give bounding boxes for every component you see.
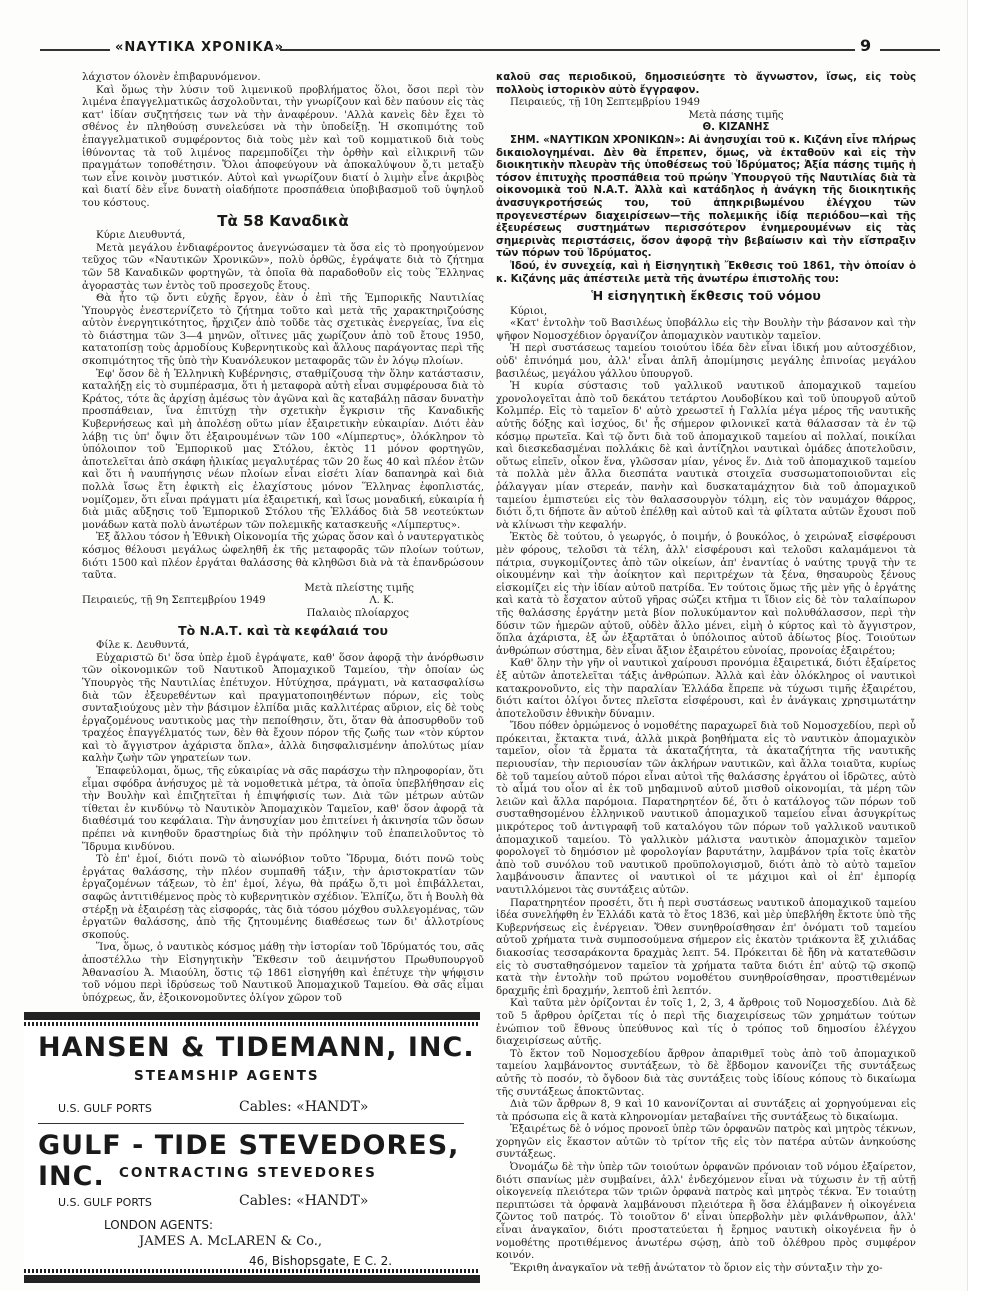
signature-place-date: Πειραιεύς, τῇ 9η Σεπτεμβρίου 1949 [82, 595, 266, 607]
magazine-title: «ΝΑΥΤΙΚΑ ΧΡΟΝΙΚΑ» [115, 40, 284, 55]
left-column [82, 72, 484, 1005]
ports-label: U.S. GULF PORTS [58, 1196, 152, 1209]
salutation: Κύριοι, [510, 305, 548, 317]
ports-label: U.S. GULF PORTS [58, 1102, 152, 1115]
paragraph: Ἵνα, ὅμως, ὁ ναυτικὸς κόσμος μάθῃ τὴν ἱστορίαν τοῦ Ἱδρύματός του, σᾶς ἀποστέλλω τὴν Εἰσηγητικὴν Ἔκθεσιν τοῦ ἀειμνήστου Πρωθυπουργοῦ Ἀθανασίου Ἀ. Μιαούλη, ὅστις τῷ 1861 εἰσηγήθη καὶ ἐπέτυχε τὴν ψήφισιν τοῦ νόμου περὶ ἱδρύσεως τοῦ Ναυτικοῦ Ἀπομαχικοῦ Ταμείου. Θὰ σᾶς εἶμαι ὑπόχρεως, ἄν, ἐξοικονομοῦντες ὀλίγον χῶρον τοῦ [82, 942, 484, 1004]
paragraph: Μετὰ μεγάλου ἐνδιαφέροντος ἀνεγνώσαμεν τὰ ὅσα εἰς τὸ προηγούμενον τεῦχος τῶν «Ναυτικῶν Χρονικῶν», πολὺ ὀρθῶς, ἐγράψατε διὰ τὸ ζήτημα τῶν 58 Καναδικῶν φορτηγῶν, τὰ ὁποῖα θὰ παραδοθοῦν εἰς τοὺς Ἕλληνας ἀγοραστὰς των ἐντὸς τοῦ προσεχοῦς ἔτους. [82, 242, 484, 292]
signature-initials: Λ. Κ. [369, 595, 394, 607]
london-agents-label: LONDON AGENTS: [104, 1218, 214, 1232]
company-name-gulf-tide: GULF - TIDE STEVEDORES, INC. [38, 1130, 460, 1192]
paragraph: Θὰ ἦτο τῷ ὄντι εὐχῆς ἔργον, ἐὰν ὁ ἐπὶ τῆς Ἐμπορικῆς Ναυτιλίας Ὑπουργὸς ἐνεστερνίζετο τὸ ζήτημα τοῦτο καὶ μετὰ τῆς χαρακτηριζούσης αὐτὸν ἐνεργητικότητος, ἤρχιζεν ἀπὸ τοῦδε τὰς σχετικὰς ἐνεργείας, ἵνα εἰς τὸ διάστημα τῶν 3—4 μηνῶν, οἵτινες μᾶς χωρίζουν ἀπὸ τοῦ ἔτους 1950, κατατοπίσῃ τοὺς ἁρμοδίους Κυβερνητικοὺς καὶ ἄλλους παράγοντας περὶ τῆς σκοπιμότητος τῆς ὑπὸ τὴν Κυανόλευκον μεταφορᾶς τῶν ἐν λόγῳ πλοίων. [82, 293, 484, 368]
paragraph: Ἐφ' ὅσον δὲ ἡ Ἑλληνικὴ Κυβέρνησις, σταθμίζουσα τὴν ὅλην κατάστασιν, καταλήξῃ εἰς τὸ συμπέρασμα, ὅτι ἡ μεταφορὰ αὐτὴ εἶναι συμφέρουσα διὰ τὸ Κράτος, τότε ἂς ἀρχίσῃ ἀμέσως τὸν ἀγῶνα καὶ ἂς καταβάλῃ πᾶσαν δυνατὴν προσπάθειαν, ἵνα ἐπιτύχῃ τὴν σχετικὴν ἔγκρισιν τῆς Καναδικῆς Κυβερνήσεως καὶ μὴ ἀπολέσῃ οὕτω μίαν ἐξαιρετικὴν εὐκαιρίαν. Διότι ἐὰν λάβῃ τις ὑπ' ὄψιν ὅτι ἐξαιρουμένων τῶν 100 «Λίμπερτυς», ὁλόκληρον τὸ ὑπόλοιπον τοῦ Ἐμπορικοῦ μας Στόλου, ἐκτὸς 11 μόνον φορτηγῶν, ἀποτελεῖται ἀπὸ σκάφη ἡλικίας μεγαλυτέρας τῶν 20 ἕως 40 καὶ πλέον ἐτῶν καὶ ὅτι ἡ ναυπήγησις νέων πλοίων εἶναι εἰσέτι λίαν δαπανηρὰ καὶ διὰ πολλὰ ἴσως ἔτη ἐφικτὴ εἰς ἐλαχίστους μόνον Ἕλληνας ἐφοπλιστάς, νομίζομεν, ὅτι εἶναι πράγματι μία ἐξαιρετική, καὶ ἴσως μοναδική, εὐκαιρία ἡ διὰ μιᾶς αὔξησις τοῦ Ἐμπορικοῦ Στόλου τῆς Ἑλλάδος διὰ 58 νεοτεύκτων μονάδων κατὰ πολὺ ἀνωτέρων τῶν πολεμικῆς κατασκευῆς «Λίμπερτυς». [82, 368, 484, 531]
paragraph: Ἔκριθη ἀναγκαῖον νὰ τεθῇ ἀνώτατον τὸ ὅριον εἰς τὴν σύνταξιν τὴν χο- [510, 1262, 883, 1274]
company-name-hansen-tidemann: HANSEN & TIDEMANN, INC. [38, 1032, 475, 1063]
salutation: Κύριε Διευθυντά, [96, 230, 186, 242]
ad-divider [38, 1123, 464, 1124]
signature-regards: Μετὰ πάσης τιμῆς [688, 109, 784, 121]
signer-name: Θ. ΚΙΖΑΝΗΣ [702, 122, 770, 134]
company-role-steamship: STEAMSHIP AGENTS [134, 1068, 320, 1084]
signature-title: Παλαιὸς πλοίαρχος [306, 607, 409, 619]
right-column [496, 72, 916, 1275]
paragraph: Εὐχαριστῶ δι' ὅσα ὑπὲρ ἐμοῦ ἐγράψατε, καθ' ὅσον ἀφορᾷ τὴν ἀνόρθωσιν τῶν οἰκονομικῶν τοῦ Ναυτικοῦ Ἀπομαχικοῦ Ταμείου, τὴν ὁποίαν ὡς Ὑπουργὸς τῆς Ναυτιλίας ἐπέτυχον. Ηὐτύχησα, πράγματι, νὰ κατασφαλίσω διὰ τῶν ἐξευρεθέντων καὶ πραγματοποιηθέντων πόρων, εἰς τοὺς συνταξιούχους μὲν τὴν βάσιμον ἐλπίδα μιᾶς καλλιτέρας αὔριον, εἰς δὲ τοὺς ἐργαζομένους ναυτικοὺς μας τὴν πεποίθησιν, ὅτι, ὅταν θὰ ἀποσυρθοῦν τοῦ τραχέος ἐπαγγέλματός των, δὲν θὰ ἔχουν πόρον τῆς ζωῆς των «τὸν κύρτον καὶ τὸ ἄγγιστρον ἀχάριστα ὅπλα», ἀλλὰ διησφαλισμένην ἀπολύτως μίαν καλὴν ζωὴν τῶν γηρατείων των. [82, 652, 484, 765]
paragraph: Ἐπαφεὐλομαι, ὅμως, τῆς εὐκαιρίας νὰ σᾶς παράσχω τὴν πληροφορίαν, ὅτι εἶμαι σφόδρα ἀνήσυχος μὲ τὰ νομοθετικὰ μέτρα, τὰ ὁποῖα ὑπεβλήθησαν εἰς τὴν Βουλὴν καὶ ἐπιζητεῖται ἡ ἐπιψήφισίς των. Διὰ τῶν μέτρων αὐτῶν τίθεται ἐν κινδύνῳ τὸ Ναυτικὸν Ἀπομαχικὸν Ταμεῖον, καθ' ὅσον ἀφορᾷ τὰ διαθέσιμά του κεφάλαια. Τὴν ἀνησυχίαν μου ἐπιτείνει ἡ ἀκινησία τῶν ὅσων πρέπει νὰ κινηθοῦν δραστηρίως διὰ τὴν πρόληψιν τοῦ ἐπαπειλοῦντος τὸ Ἵδρυμα κινδύνου. [82, 766, 484, 853]
paragraph: λάχιστον όλονὲν ἐπιβαρυνόμενον. [82, 72, 261, 83]
signature-regards: Μετὰ πλείστης τιμῆς [304, 582, 414, 594]
advertisement-box [24, 1012, 480, 1283]
page-header [40, 38, 940, 62]
paragraph: Τὸ ἕκτον τοῦ Νομοσχεδίου ἄρθρον ἀπαριθμεῖ τοὺς ἀπὸ τοῦ ἀπομαχικοῦ ταμείου λαμβάνοντος συντάξεων, τὸ δὲ ἕβδομον κανονίζει τῆς συντάξεως αὐτῆς τὸ ποσόν, τὸ ὄγδοον διὰ τὰς συντάξεις τοὺς ἰδίους κόπους τὸ δικαίωμα τῆς συντάξεως ἀποκτῶντας. [496, 1048, 916, 1098]
editor-note: ΣΗΜ. «ΝΑΥΤΙΚΩΝ ΧΡΟΝΙΚΩΝ»: Αἱ ἀνησυχίαι τοῦ κ. Κιζάνη εἶνε πλήρως δικαιολογημέναι. Δὲν θὰ ἔπρεπεν, ὅμως, νὰ ἐκταθοῦν καὶ εἰς τὴν διοικητικὴν πλευρὰν τῆς ὑποθέσεως τοῦ Ἱδρύματος; Ἀξία πάσης τιμῆς ἡ τόσον ἐπιτυχὴς προσπάθεια τοῦ πρώην Ὑπουργοῦ τῆς Ναυτιλίας διὰ τὰ οἰκονομικὰ τοῦ Ν.Α.Τ. Ἀλλὰ καὶ κατάδηλος ἡ ἀνάγκη τῆς διοικητικῆς ἀνασυγκροτήσεώς του, τοῦ ἀπηκριβωμένου ἐλέγχου τῶν προγενεστέρων διαχειρίσεων—τῆς πολεμικῆς ἰδίᾳ περιόδου—καὶ τῆς ἐξευρέσεως συστημάτων περισσότερον ἐνημερουμένων εἰς τὰς σημερινὰς περιστάσεις, ὅσον ἀφορᾷ τὴν βεβαίωσιν καὶ τὴν εἴσπραξιν τῶν πόρων τοῦ Ἱδρύματος. [496, 134, 916, 260]
paragraph: Ἡ κυρία σύστασις τοῦ γαλλικοῦ ναυτικοῦ ἀπομαχικοῦ ταμείου χρονολογεῖται ἀπὸ τοῦ δεκάτου τετάρτου Λουδοβίκου καὶ τοῦ ὑπουργοῦ αὐτοῦ Κολμπέρ. Εἰς τὸ ταμεῖον δ' αὐτὸ χρεωστεῖ ἡ Γαλλία μέγα μέρος τῆς ναυτικῆς αὐτῆς δόξης καὶ ἰσχύος, δι' ἧς σήμερον φιλονικεῖ κατὰ θάλασσαν τὰ ἐν τῷ κόσμῳ πρωτεῖα. Καὶ τῷ ὄντι διὰ τοῦ ἀπομαχικοῦ ταμείου αἱ πολλαί, ποικίλαι καὶ διεσκεδασμέναι πολλάκις δὲ καὶ ἀντίζηλοι ναυτικαὶ ὁμάδες ἀποτελοῦσιν, οὕτως εἰπεῖν, οἶκον ἕνα, γλῶσσαν μίαν, γένος ἕν. Διὰ τοῦ ἀπομαχικοῦ ταμείου τὰ πολλὰ μὲν ἄλλα διεσπάτα ναυτικὰ στοιχεῖα συσσωματοποιοῦνται εἰς ῥάλαγγαν μίαν στερεάν, πανὴν καὶ δυσκαταμάχητον διὰ τοῦ ἀπομαχικοῦ ταμείου ἐμπιστεύει εἰς τὸν θαλασσουργὸν τόλμη, εἰς τὸν ναυμάχον θάρρος, διότι ὅ,τι δήποτε ἂν αὐτοῦ ἐπέλθῃ καὶ αὐτοῦ καὶ τὰ φίλτατα αὐτῶν ἔχουσι ποῦ νὰ κλίνωσι τὴν κεφαλήν. [496, 381, 916, 531]
company-role-stevedores: CONTRACTING STEVEDORES [119, 1165, 377, 1181]
paragraph: Ὀνομάζω δὲ τὴν ὑπὲρ τῶν τοιούτων ὀρφανῶν πρόνοιαν τοῦ νόμου ἐξαίρετον, διότι σπανίως μὲν συμβαίνει, ἀλλ' ἐνδεχόμενον εἶναι νὰ τύχωσιν ἐν τῇ αὐτῇ οἰκογενείᾳ πλειότερα τῶν τριῶν ὀρφανὰ πατρὸς καὶ μητρὸς τέκνα. Ἐν τοιαύτῃ περιπτώσει τὰ ὀρφανὰ λαμβάνουσι πλειότερα ἢ ὅσα ἐλάμβανεν ἡ οἰκογένεια ζῶντος τοῦ πατρός. Τὸ τοιοῦτον δ' εἶναι ὑπερβολὴν μὲν φιλάνθρωπον, ἀλλ' εἶναι ἀναγκαῖον, διότι προστατεύεται ἡ ἔρημος ναυτικὴ οἰκογένεια ἣν ὁ νομοθέτης προτιθέμενος ἀνωτέρω σῴσῃ, ἀπὸ τοῦ ὀλέθρου πρὸς συμφέρον κοινόν. [496, 1162, 916, 1262]
paragraph: Παρατηρητέον προσέτι, ὅτι ἡ περὶ συστάσεως ναυτικοῦ ἀπομαχικοῦ ταμείου ἰδέα συνελήφθη ἐν Ἑλλάδι κατὰ τὸ ἔτος 1836, καὶ μὲρ ὑπεβλήθη ἔκτοτε ὑπὸ τῆς Κυβερνήσεως εἰς ἐνέργειαν. Ὅθεν συνηθροίσθησαν ἐπ' ὀνόματι τοῦ ταμείου αὐτοῦ χρήματα τινὰ συμποσούμενα σήμερον εἰς ἑκατὸν τριάκοντα ἓξ χιλιάδας διακοσίας τεσσαράκοντα δραχμὰς λεπτ. 54. Πρόκειται δὲ ἤδη νὰ κατατεθῶσιν εἰς τὸ συσταθησόμενον ταμεῖον τὰ χρήματα ταῦτα διότι ἐπ' αὐτῷ τῷ σκοπῷ κατὰ τὴν ἐντολὴν τοῦ πρώτου νομοθέτου συνηθροίσθησαν, προστιθεμένων δραχμῆς ἐπὶ δραχμήν, λεπτοῦ ἐπὶ λεπτόν. [496, 897, 916, 997]
header-rule-left [40, 49, 110, 51]
article-heading-canadians: Τὰ 58 Καναδικὰ [217, 211, 349, 230]
article-heading-nat: Τὸ Ν.Α.Τ. καὶ τὰ κεφάλαιά του [178, 622, 388, 638]
header-rule-right [880, 49, 940, 51]
paragraph: Τὸ ἐπ' ἐμοί, διότι πονῶ τὸ αἰωνόβιον τοῦτο Ἵδρυμα, διότι πονῶ τοὺς ἐργάτας θαλάσσης, τὴν πλέον συμπαθῆ τάξιν, τὴν ἀριστοκρατίαν τῶν ἐργαζομένων τάξεων, τὸ ἐπ' ἐμοί, λέγω, θὰ πράξω ὅ,τι μοὶ ἐπιβάλλεται, σαφῶς ἀντιτιθέμενος πρὸς τὸ κυβερνητικὸν σχέδιον. Ἐλπίζω, ὅτι ἡ Βουλὴ θὰ στέρξῃ νὰ ἐξαιρέσῃ τὰς εἰσφοράς, τὰς διὰ τόσου μόχθου συλλεγομένας, τῶν ἐργατῶν θαλάσσης, ἀπὸ τῆς ζητουμένης διαθέσεως των δι' ἀλλοτρίους σκοπούς. [82, 854, 484, 941]
paragraph: καλοῦ σας περιοδικοῦ, δημοσιεύσητε τὸ ἄγνωστον, ἴσως, εἰς τοὺς πολλοὺς ἱστορικὸν αὐτὸ ἔγγραφον. [496, 72, 916, 96]
date-line: Πειραιεύς, τῇ 10η Σεπτεμβρίου 1949 [510, 97, 701, 109]
page-margin [967, 0, 1000, 1291]
paragraph: Καθ' ὅλην τὴν γῆν οἱ ναυτικοὶ χαίρουσι προνόμια ἐξαιρετικά, διότι ἐξαίρετος ἐξ αὐτῶν ἀποτελεῖται τάξις ἀνθρώπων. Ἀλλὰ καὶ ἐὰν ὁλόκληρος οἱ ναυτικοὶ κατακρονοῦντο, εἰς τὴν παραλίαν Ἑλλάδα ἔπρεπε νὰ τύχωσι τιμῆς ἐξαιρέτου, διότι καίτοι ὀλίγοι ὄντες πλεῖστα εἰσφέρουσι, καὶ ἐν ἀνάγκαις χρησιμωτάτην ἀποτελοῦσιν ἐθνικὴν δύναμιν. [496, 658, 916, 720]
paragraph: Ἐκτὸς δὲ τούτου, ὁ γεωργός, ὁ ποιμήν, ὁ βουκόλος, ὁ χειρώναξ εἰσφέρουσι μὲν φόρους, τελοῦσι τὰ τέλη, ἀλλ' εἰσφέρουσι καὶ τελοῦσι καλαμάμενοι τὰ πάτρια, συγκομίζοντες ἀπὸ τῶν οἰκείων, ἀπ' ἐναντίας ὁ ναύτης τρυγᾷ τὴν τε οἰκουμένην καὶ τὴν ἀοίκητον καὶ περιτρέχων τὰ ξένα, θησαυροὺς ξένους εἰσκομίζει εἰς τὴν ἰδίαν αὐτοῦ πατρίδα. Ἐν τούτοις ὅμως τῆς μὲν γῆς ὁ ἐργάτης καὶ κατὰ τὸ ἔσχατον αὐτοῦ γῆρας σώζει κτῆμα τι ἴδιον εἰς δὲ τὸν ταλαίπωρον τῆς θαλάσσης ἐργάτην μετὰ βίον πολυκύμαντον καὶ πολυθάλασσον, περὶ τὴν δύσιν τῶν ἡμερῶν αὐτοῦ, οὐδὲν ἄλλο μένει, εἰμὴ ὁ κύρτος καὶ τὸ ἄγγιστρον, ὅπλα ἀχάριστα, ἐξ ὧν ἐξαρτᾶται ὁ ὑπόλοιπος αὐτοῦ ἀδίωτος βίος. Τοιούτων ἀνθρώπων σύστημα, δὲν εἶναι ἄξιον ἐξαιρέτου εὐνοίας, προνοίας ἐξαιρέτου; [496, 532, 916, 657]
header-rule-middle [280, 49, 855, 51]
paragraph: Καὶ ὅμως τὴν λύσιν τοῦ λιμενικοῦ προβλήματος ὅλοι, ὅσοι περὶ τὸν λιμένα ἐπαγγελματικῶς ἀσχολοῦνται, τὴν γνωρίζουν καὶ δὲν παύουν εἰς τὰς κατ' ἰδίαν συζητήσεις των νὰ τὴν ἀναφέρουν. 'Αλλὰ κανεὶς δὲν ἔχει τὸ σθένος ἐν πληθούσῃ συνελεύσει νὰ τὴν ὑποδείξῃ. Ἡ σκοπιμότης τοῦ ἐπαγγελματικοῦ συμφέροντος διὰ τοὺς μὲν καὶ τοῦ κομματικοῦ διὰ τοὺς ἰθύνοντας τὰ τοῦ λιμένος παρεμποδίζει τὴν ὀρθὴν καὶ εἰλικρινῆ τῶν πραγμάτων τοποθέτησιν. Ὅλοι ἀποφεύγουν νὰ ἀποκαλύψουν ὅ,τι μεταξὺ των εἶνε κοινὸν μυστικόν. Αὐτοὶ καὶ γνωρίζουν διατί ὁ λιμὴν εἶνε ἀκριβὸς καὶ διατί δὲν εἶνε δυνατὴ οἱαδήποτε προσπάθεια ὑποβιβασμοῦ τοῦ ὑψηλοῦ του κόστους. [82, 84, 484, 209]
salutation: Φίλε κ. Δευθυντά, [96, 640, 190, 652]
article-heading-report: Ἡ εἰσηγητικὴ ἔκθεσις τοῦ νόμου [591, 288, 821, 304]
cables-address: Cables: «HANDT» [239, 1193, 369, 1209]
page-number: 9 [860, 36, 872, 55]
paragraph: Ἐξ ἄλλου τόσον ἡ Ἐθνικὴ Οἰκονομία τῆς χώρας ὅσον καὶ ὁ ναυτεργατικὸς κόσμος θέλουσι μεγάλως ὠφεληθῆ ἐκ τῆς μεταφορᾶς τῶν πλοίων τούτων, διότι 1500 καὶ πλέον ἐργάται θαλάσσης θὰ κληθῶσι διὰ νὰ τὰ ἐπανδρώσουν ταῦτα. [82, 532, 484, 582]
paragraph: Διὰ τῶν ἄρθρων 8, 9 καὶ 10 κανονίζονται αἱ συντάξεις αἱ χορηγούμεναι εἰς τὰ πρόσωπα εἰς ἃ κατὰ κληρονομίαν μεταβαίνει τῆς συντάξεως τὸ δικαίωμα. [496, 1099, 916, 1123]
cables-address: Cables: «HANDT» [239, 1099, 369, 1115]
london-agent-address: 46, Bishopsgate, E C. 2. [249, 1254, 393, 1268]
paragraph: «Κατ' ἐντολὴν τοῦ Βασιλέως ὑποβάλλω εἰς τὴν Βουλὴν τὴν βάσανον καὶ τὴν ψῆφον Νομοσχέδιον ὀργανίζον ἀπομαχικὸν ναυτικὸν ταμεῖον. [496, 318, 916, 342]
paragraph: Ἐξαιρέτως δὲ ὁ νόμος προνοεῖ ὑπὲρ τῶν ὀρφανῶν πατρὸς καὶ μητρὸς τέκνων, χορηγῶν εἰς ἕκαστον αὐτῶν τὸ τρίτον τῆς εἰς τὸν πατέρα αὐτῶν ἀνηκούσης συντάξεως. [496, 1124, 916, 1161]
signature-line [82, 595, 484, 608]
paragraph: Ἴδου πόθεν ὁρμώμενος ὁ νομοθέτης παραχωρεῖ διὰ τοῦ Νομοσχεδίου, περὶ οὗ πρόκειται, ἔκτακτα τινά, ἀλλὰ μικρὰ βοηθήματα εἰς τὸ ναυτικὸν ἀπομαχικὸν ταμεῖον, οἷον τὰ ἔρματα τὰ ἀκαταζήτητα, τὰ ἀκαταζήτητα τῆς ναυτικῆς περιουσίαν, τὴν περιουσίαν τῶν ἀκλήρων ναυτικῶν, καὶ ἄλλα τοιαῦτα, κυρίως δὲ τοῦ ταμείου αὐτοῦ πόροι εἶναι αὐτοὶ τῆς θαλάσσης ἐργάτου οἱ ἱδρῶτες, αὐτὸ τὸ αἷμά του οἷον αἱ ἐκ τοῦ μηδαμινοῦ αὐτοῦ μισθοῦ οἰκονομίαι, τὰ μέρη τῶν λειῶν καὶ ἄλλα παρόμοια. Παρατηρητέον δέ, ὅτι ὁ κατάλογος τῶν πόρων τοῦ συσταθησομένου ἑλληνικοῦ ναυτικοῦ ἀπομαχικοῦ ταμείου εἶναι ἀσυγκρίτως μικρότερος τοῦ ἀντιγραφῆ τοῦ καταλόγου τῶν πόρων τοῦ γαλλικοῦ ναυτικοῦ ἀπομαχικοῦ ταμείου. Τὸ γαλλικὸν μάλιστα ναυτικὸν ἀπομαχικὸν ταμεῖον φορολογεῖ τὸ δημόσιον μὲ φορολογίαν βαρυτάτην, λαμβάνον τρία τοῖς ἑκατὸν ἀπὸ τοῦ συνόλου τοῦ ναυτικοῦ προϋπολογισμοῦ, διότι ἀπὸ τὸ αὐτὸ ταμεῖον λαμβάνουσιν ἅπαντες οἱ ναυτικοὶ οἱ τε μάχιμοι καὶ οἱ ἐπ' ἐμπορίᾳ ναυτιλλόμενοι τὰς συντάξεις αὐτῶν. [496, 721, 916, 896]
report-intro: Ἰδού, ἐν συνεχείᾳ, καὶ ἡ Εἰσηγητικὴ Ἔκθεσις τοῦ 1861, τὴν ὁποίαν ὁ κ. Κιζάνης μᾶς ἀπέστειλε μετὰ τῆς ἀνωτέρω ἐπιστολῆς του: [496, 260, 916, 285]
paragraph: Ἡ περὶ συστάσεως ταμείου τοιούτου ἰδέα δὲν εἶναι ἰδική μου αὐτοσχέδιον, οὐδ' ἐπινόημά μου, ἀλλ' εἶναι ἁπλῆ ἀπομίμησις μεγάλης ἐπινοίας μεγάλου βασιλέως, μεγάλου γάλλου ὑπουργοῦ. [496, 343, 916, 380]
london-agent-name: JAMES A. McLAREN & Co., [139, 1234, 323, 1249]
paragraph: Καὶ ταῦτα μὲν ὁρίζονται ἐν τοῖς 1, 2, 3, 4 ἄρθροις τοῦ Νομοσχεδίου. Διὰ δὲ τοῦ 5 ἄρθρου ὁρίζεται τίς ὁ περὶ τῆς διαχειρίσεως τῶν χρημάτων τούτων ἐνώπιον τοῦ ἔθνους ὑπεύθυνος καὶ τίς ὁ τρόπος τοῦ δημοσίου ἐλέγχου διαχειρίσεως αὐτῆς. [496, 998, 916, 1048]
